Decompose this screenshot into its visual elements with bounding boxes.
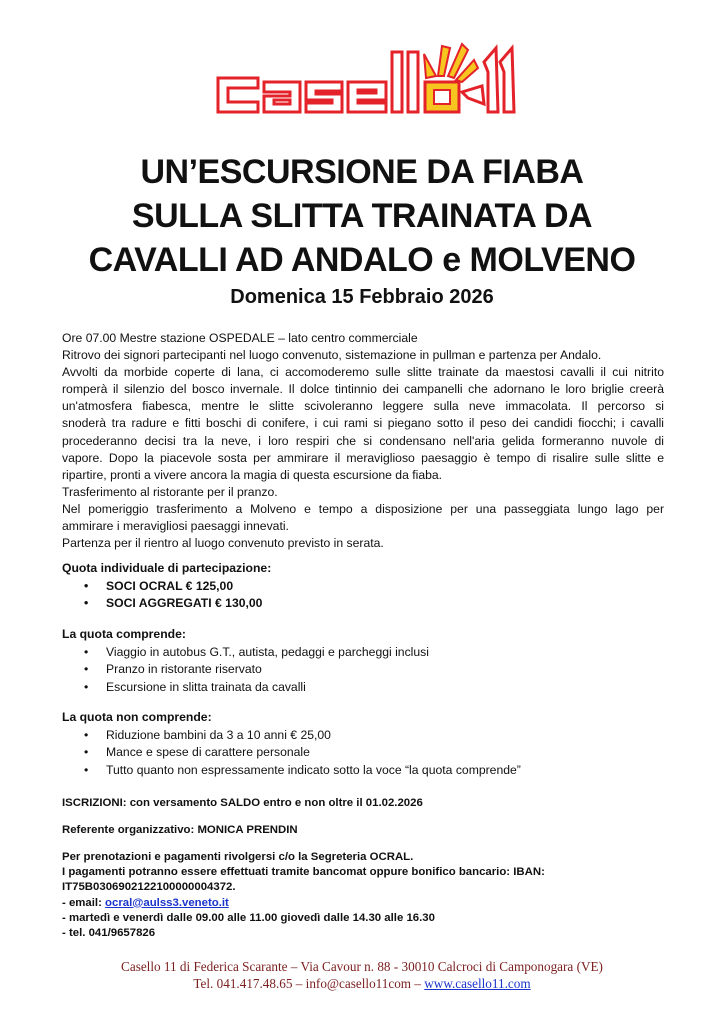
quota-item-text: SOCI OCRAL € 125,00 bbox=[106, 578, 234, 593]
title-line-2: SULLA SLITTA TRAINATA DA bbox=[131, 197, 593, 235]
event-date: Domenica 15 Febbraio 2026 bbox=[230, 286, 494, 308]
quota-item bbox=[62, 595, 672, 613]
non-comprende-item-text: Mance e spese di carattere personale bbox=[106, 745, 310, 759]
comprende-item-text: Viaggio in autobus G.T., autista, pedaggi e parcheggi inclusi bbox=[106, 644, 429, 659]
footer-phone-email: Tel. 041.417.48.65 – info@casello11com – bbox=[193, 976, 425, 991]
program-line: Trasferimento al ristorante per il pranzo. bbox=[62, 484, 278, 499]
bullet-icon: • bbox=[84, 679, 89, 694]
program-line: ammirare i meravigliosi paesaggi innevati. bbox=[62, 519, 289, 534]
non-comprende-section bbox=[62, 709, 672, 779]
non-comprende-heading: La quota non comprende: bbox=[62, 710, 212, 724]
logo-letters bbox=[218, 52, 418, 112]
non-comprende-item-text: Riduzione bambini da 3 a 10 anni € 25,00 bbox=[106, 727, 331, 742]
program-line: Ritrovo dei signori partecipanti nel luogo convenuto, sistemazione in pullman e partenza per Andalo. bbox=[62, 348, 602, 363]
comprende-item-text: Pranzo in ristorante riservato bbox=[106, 662, 262, 676]
website-link[interactable]: www.casello11.com bbox=[424, 976, 531, 991]
comprende-heading: La quota comprende: bbox=[62, 627, 186, 641]
quota-section bbox=[62, 560, 672, 613]
comprende-item bbox=[62, 644, 672, 662]
casello-11-logo bbox=[212, 32, 522, 117]
email-link[interactable]: ocral@aulss3.veneto.it bbox=[105, 896, 229, 909]
non-comprende-item bbox=[62, 744, 672, 762]
bullet-icon: • bbox=[84, 727, 89, 742]
footer-contacts bbox=[0, 975, 724, 992]
bullet-icon: • bbox=[84, 662, 89, 676]
non-comprende-item bbox=[62, 762, 672, 780]
quota-heading: Quota individuale di partecipazione: bbox=[62, 561, 272, 575]
phone-line: - tel. 041/9657826 bbox=[62, 927, 156, 940]
contacts-line-1: Per prenotazioni e pagamenti rivolgersi c/o la Segreteria OCRAL. bbox=[62, 851, 414, 863]
comprende-item bbox=[62, 661, 672, 679]
quota-list bbox=[62, 578, 672, 613]
comprende-item-text: Escursione in slitta trainata da cavalli bbox=[106, 679, 306, 694]
non-comprende-item bbox=[62, 727, 672, 745]
non-comprende-list bbox=[62, 727, 672, 780]
title-line-1: UN’ESCURSIONE DA FIABA bbox=[140, 153, 584, 191]
program-line: snoderà tra radure e fitti boschi di conifere, i cui rami si piegano sotto il peso dei candidi fiocchi; i cavalli bbox=[62, 416, 664, 431]
program-line: Avvolti da morbide coperte di lana, ci accomoderemo sulle slitte trainate da maestosi cavalli il cui nitrito bbox=[62, 365, 664, 380]
bullet-icon: • bbox=[84, 762, 89, 777]
comprende-item bbox=[62, 679, 672, 697]
bullet-icon: • bbox=[84, 644, 89, 659]
footer bbox=[0, 958, 724, 992]
office-hours: - martedì e venerdì dalle 09.00 alle 11.00 giovedì dalle 14.30 alle 16.30 bbox=[62, 911, 435, 924]
title-line-3: CAVALLI AD ANDALO e MOLVENO bbox=[88, 241, 636, 279]
program-line: Partenza per il rientro al luogo convenuto previsto in serata. bbox=[62, 536, 384, 551]
program-line: Ore 07.00 Mestre stazione OSPEDALE – lato centro commerciale bbox=[62, 331, 418, 345]
referente-note: Referente organizzativo: MONICA PRENDIN bbox=[62, 824, 298, 836]
non-comprende-item-text: Tutto quanto non espressamente indicato sotto la voce “la quota comprende” bbox=[106, 762, 521, 777]
contacts-line-2: I pagamenti potranno essere effettuati tramite bancomat oppure bonifico bancario: IBAN: bbox=[62, 866, 545, 879]
contacts-block bbox=[62, 850, 672, 941]
footer-address: Casello 11 di Federica Scarante – Via Cavour n. 88 - 30010 Calcroci di Camponogara (VE) bbox=[121, 959, 603, 974]
comprende-list bbox=[62, 644, 672, 697]
email-label: - email: bbox=[62, 896, 106, 909]
program-line: Nel pomeriggio trasferimento a Molveno e tempo a disposizione per una passeggiata lungo lago per bbox=[62, 501, 664, 516]
program-line: procederanno decisi tra la neve, i loro respiri che si condensano nell'aria gelida formeranno nuvole di bbox=[62, 433, 664, 448]
bullet-icon: • bbox=[84, 578, 89, 593]
program-line: ripartire, pronti a vivere ancora la magia di questa escursione da fiaba. bbox=[62, 467, 443, 482]
bullet-icon: • bbox=[84, 596, 89, 610]
logo-o-box bbox=[424, 44, 478, 112]
iscrizioni-note: ISCRIZIONI: con versamento SALDO entro e non oltre il 01.02.2026 bbox=[62, 797, 423, 809]
quota-item bbox=[62, 578, 672, 596]
bullet-icon: • bbox=[84, 745, 89, 759]
program-line: vapore. Dopo la piacevole sosta per ammirare il meraviglioso paesaggio è tempo di risalire sulle slitte e bbox=[62, 450, 664, 465]
program-description bbox=[62, 330, 664, 552]
email-line bbox=[62, 896, 672, 911]
iban: IT75B0306902122100000004372. bbox=[62, 881, 236, 894]
quota-item-text: SOCI AGGREGATI € 130,00 bbox=[106, 596, 263, 610]
logo-number-11 bbox=[462, 48, 514, 112]
program-line: un'atmosfera fiabesca, mentre le slitte scivoleranno leggere sulla neve immacolata. Il percorso si bbox=[62, 399, 664, 414]
comprende-section bbox=[62, 626, 672, 696]
program-line: romperà il silenzio del bosco invernale. Il dolce tintinnio dei campanelli che adornano le loro briglie creerà bbox=[62, 382, 664, 397]
